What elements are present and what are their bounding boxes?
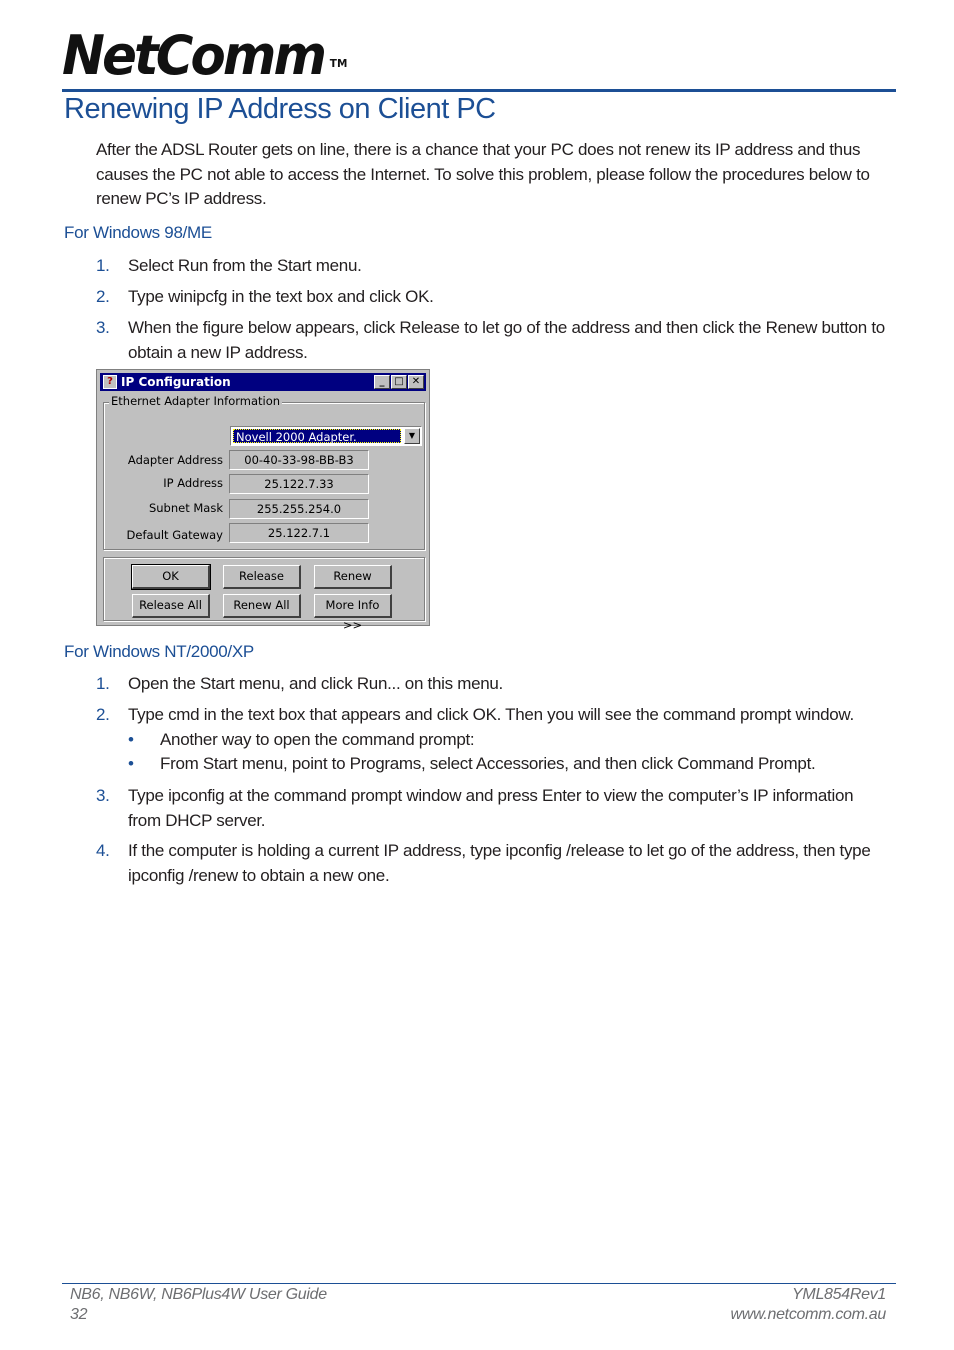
subnet-mask-label: Subnet Mask xyxy=(148,501,223,515)
step-text: Type ipconfig at the command prompt window and press Enter to view the computer’s IP information from DHCP server. xyxy=(128,786,854,830)
step-text: Type winipcfg in the text box and click OK. xyxy=(128,287,434,306)
step-text: Select Run from the Start menu. xyxy=(128,256,362,275)
footer-guide-name: NB6, NB6W, NB6Plus4W User Guide xyxy=(70,1286,327,1303)
maximize-icon[interactable]: □ xyxy=(391,375,407,389)
winnt-heading: For Windows NT/2000/XP xyxy=(64,642,254,661)
default-gateway-value: 25.122.7.1 xyxy=(229,523,369,543)
release-all-button[interactable]: Release All xyxy=(132,594,210,618)
ip-address-label: IP Address xyxy=(163,476,223,490)
adapter-address-label: Adapter Address xyxy=(127,453,223,467)
close-icon[interactable]: ✕ xyxy=(408,375,424,389)
intro-paragraph: After the ADSL Router gets on line, there is a chance that your PC does not renew its IP address and thus causes the PC not able to access the Internet. To solve this problem, please follow the procedures below to renew PC’s IP address. xyxy=(96,140,870,208)
adapter-info-group-label: Ethernet Adapter Information xyxy=(111,394,281,408)
page-title: Renewing IP Address on Client PC xyxy=(64,93,496,125)
step-number: 3. xyxy=(96,786,110,805)
adapter-address-value: 00-40-33-98-BB-B3 xyxy=(229,450,369,470)
dialog-titlebar[interactable] xyxy=(100,373,426,391)
step-text: When the figure below appears, click Release to let go of the address and then click the Renew button to obtain a new IP address. xyxy=(128,318,885,362)
win98-heading: For Windows 98/ME xyxy=(64,223,212,242)
bullet-mark: • xyxy=(128,730,134,749)
step-text: Open the Start menu, and click Run... on this menu. xyxy=(128,674,503,693)
adapter-selected-value: Novell 2000 Adapter. xyxy=(233,429,401,443)
bullet-mark: • xyxy=(128,754,134,773)
adapter-select[interactable] xyxy=(230,426,422,446)
more-info-button[interactable]: More Info >> xyxy=(314,594,392,618)
bullet-text: From Start menu, point to Programs, select Accessories, and then click Command Prompt. xyxy=(160,754,816,773)
netcomm-logo xyxy=(62,24,348,87)
default-gateway-label: Default Gateway xyxy=(126,528,223,542)
step-number: 3. xyxy=(96,318,110,337)
footer-revision: YML854Rev1 xyxy=(792,1286,886,1303)
release-button[interactable]: Release xyxy=(223,565,301,589)
minimize-icon[interactable]: _ xyxy=(374,375,390,389)
app-icon: ? xyxy=(103,375,117,389)
trademark-mark: TM xyxy=(329,57,348,70)
footer-rule xyxy=(62,1283,896,1284)
ip-address-value: 25.122.7.33 xyxy=(229,474,369,494)
step-number: 1. xyxy=(96,674,110,693)
step-number: 2. xyxy=(96,705,110,724)
ok-button[interactable]: OK xyxy=(132,565,210,589)
step-number: 4. xyxy=(96,841,110,860)
footer-page-number: 32 xyxy=(70,1306,88,1323)
step-number: 2. xyxy=(96,287,110,306)
dialog-title: IP Configuration xyxy=(121,375,231,389)
subnet-mask-value: 255.255.254.0 xyxy=(229,499,369,519)
logo-text: NetComm xyxy=(62,24,325,87)
ip-configuration-dialog xyxy=(96,369,430,632)
header-rule xyxy=(62,89,896,92)
step-number: 1. xyxy=(96,256,110,275)
chevron-down-icon[interactable]: ▼ xyxy=(404,428,420,444)
step-text: If the computer is holding a current IP address, type ipconfig /release to let go of the address, then type ipconfig /renew to obtain a new one. xyxy=(128,841,871,885)
renew-all-button[interactable]: Renew All xyxy=(223,594,301,618)
bullet-text: Another way to open the command prompt: xyxy=(160,730,475,749)
renew-button[interactable]: Renew xyxy=(314,565,392,589)
footer-url: www.netcomm.com.au xyxy=(730,1306,886,1323)
step-text: Type cmd in the text box that appears and click OK. Then you will see the command prompt window. xyxy=(128,705,854,724)
